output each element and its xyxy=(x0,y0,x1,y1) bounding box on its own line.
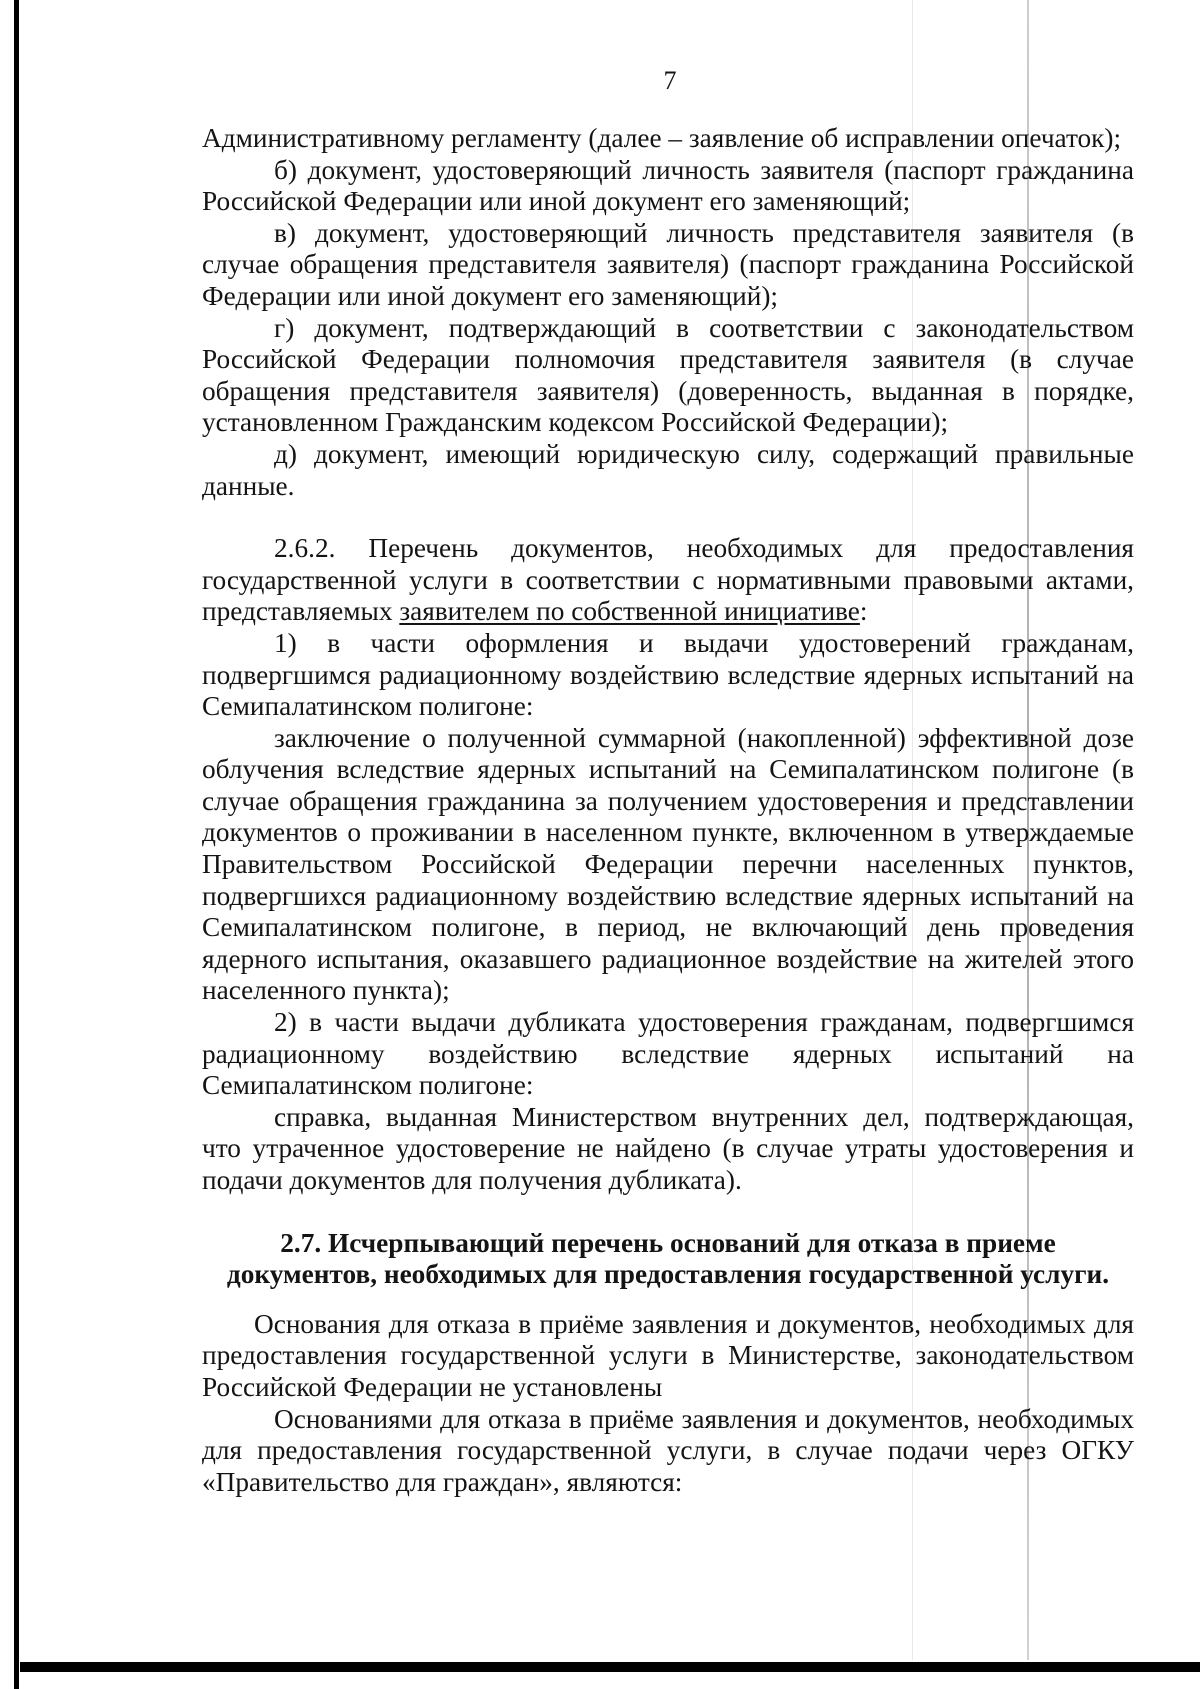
page-number: 7 xyxy=(663,66,677,95)
paragraph-mvd-certificate: справка, выданная Министерством внутренних дел, подтверждающая, что утраченное удостоверение не найдено (в случае утраты удостоверения и подачи документов для получения дубликата). xyxy=(202,1101,1134,1195)
scan-border-left xyxy=(14,0,19,1689)
paragraph-dose-conclusion: заключение о полученной суммарной (накопленной) эффективной дозе облучения вследствие ядерных испытаний на Семипалатинском полигоне (в случае обращения гражданина за получением удостоверения и представлении документов о проживании в населенном пункте, включенном в утверждаемые Правительством Российской Федерации перечни населенных пунктов, подвергшихся радиационному воздействию вследствие ядерных испытаний на Семипалатинском полигоне, в период, не включающий день проведения ядерного испытания, оказавшего радиационное воздействие на жителей этого населенного пункта); xyxy=(202,722,1134,1006)
paragraph-refusal-grounds-ministry: Основания для отказа в приёме заявления и документов, необходимых для предоставления государственной услуги в Министерстве, законодательством Российской Федерации не установлены xyxy=(202,1308,1134,1402)
section-heading-2-7-line-2: документов, необходимых для предоставления государственной услуги. xyxy=(226,1259,1110,1290)
paragraph-item-2: 2) в части выдачи дубликата удостоверения гражданам, подвергшимся радиационному воздействию вследствие ядерных испытаний на Семипалатинском полигоне: xyxy=(202,1007,1134,1101)
section-heading-2-7 xyxy=(202,1228,1134,1291)
document-body xyxy=(202,123,1134,1498)
section-2-6-2-lead: 2.6.2. Перечень документов, необходимых для предоставления государственной услуги в соответствии с нормативными правовыми актами, представляемых xyxy=(202,533,1134,627)
paragraph-regulation-continuation: Административному регламенту (далее – заявление об исправлении опечаток); xyxy=(202,123,1122,153)
section-2-6-2-underlined: заявителем по собственной инициативе xyxy=(399,596,860,627)
paragraph-item-d: д) документ, имеющий юридическую силу, содержащий правильные данные. xyxy=(202,438,1134,501)
paragraph-item-g: г) документ, подтверждающий в соответствии с законодательством Российской Федерации полномочия представителя заявителя (в случае обращения представителя заявителя) (доверенность, выданная в порядке, установленном Гражданским кодексом Российской Федерации); xyxy=(202,312,1134,438)
section-2-6-2-tail: : xyxy=(859,596,868,627)
paragraph-item-b: б) документ, удостоверяющий личность заявителя (паспорт гражданина Российской Федерации или иной документ его заменяющий; xyxy=(202,154,1134,217)
section-heading-2-7-line-1: 2.7. Исчерпывающий перечень оснований для отказа в приеме xyxy=(280,1227,1056,1258)
paragraph-section-2-6-2 xyxy=(202,533,1134,628)
paragraph-item-v: в) документ, удостоверяющий личность представителя заявителя (в случае обращения представителя заявителя) (паспорт гражданина Российской Федерации или иной документ его заменяющий); xyxy=(202,217,1134,311)
scan-border-bottom xyxy=(20,1662,1200,1672)
paragraph-item-1: 1) в части оформления и выдачи удостоверений гражданам, подвергшимся радиационному воздействию вследствие ядерных испытаний на Семипалатинском полигоне: xyxy=(202,627,1134,722)
paragraph-refusal-grounds-ogku: Основаниями для отказа в приёме заявления и документов, необходимых для предоставления государственной услуги, в случае подачи через ОГКУ «Правительство для граждан», являются: xyxy=(202,1403,1134,1497)
